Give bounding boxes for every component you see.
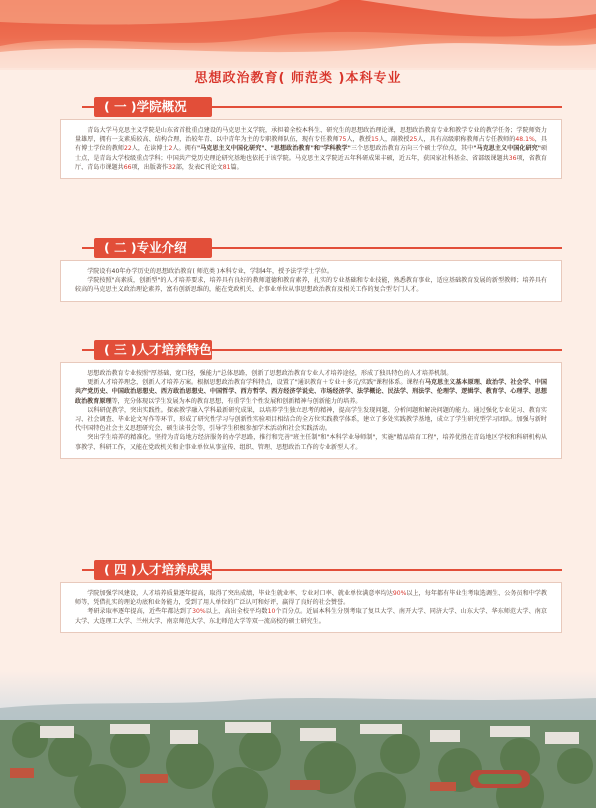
section-header — [82, 238, 562, 258]
section-training-features — [60, 340, 562, 459]
section-header — [82, 560, 562, 580]
section-body — [60, 119, 562, 179]
section-title: ( 一 )学院概况 — [94, 97, 212, 117]
section-body — [60, 260, 562, 302]
header-banner — [0, 0, 596, 68]
section-training-results — [60, 560, 562, 633]
section-header — [82, 97, 562, 117]
paragraph: 以科研促教学，突出实践性。探索教学融入学科最新研究成果，以培养学生独立思考的精神，提高学生发现问题、分析问题和解决问题的能力。通过强化专业见习、教育实习、社会调查、毕业论文写作等环节，形成了研究性学习与创新性实验项目相结合的全方位实践教学体系，建立了多处实践教学基地，成立了学生研究型学习团队。加强与新时代中国特色社会主义思想研究会、硕生读书会等，引导学生积极参加学术活动和社会实践活动。 — [75, 406, 547, 433]
paragraph: 突出学生培养的精准化。坚持为青岛地方经济服务的办学思路，推行和完善"班主任制"和"本科学业导师制"，实施"精品培育工程"，培养优胜在青岛地区学校和科研机构从事教学、科研工作，又能在党政机关和企事业单位从事宣传、组织、管理、思想政治工作的专业新型人才。 — [75, 434, 547, 451]
paragraph: 青岛大学马克思主义学院是山东省首批重点建设的马克思主义学院，承担着全校本科生、研究生的思想政治理论课，思想政治教育专业和教学专业的教学任务；学院师资力量雄厚，拥有一支素质较高、结构合理，治较年青、以中青年为主的专职教师队伍，现有专任教师75人，教授15人，副教授25人，具有高级职称教师占专任教师的48.1%，具有博士学位的教师22人，在读博士2人。拥有"马克思主义中国化研究"、"思想政治教育"和"学科教学"三个思想政治教育方向三个硕士学位点，其中"马克思主义中国化研究"硕士点，是青岛大学校级重点学科；中国共产党历史理论研究基地也依托于该学院。马克思主义学院近五年科研成果丰硕，近五年，获国家社科基金、省部级课题共36项，省教育厅、青岛市课题共66项，出版著作32部，发表C刊论文81篇。 — [75, 127, 548, 171]
paragraph: 学院设有40年办学历史的思想政治教育( 师范类 )本科专业，学制4年，授予法学学士学位。 — [87, 268, 333, 275]
section-title: ( 二 )专业介绍 — [94, 238, 212, 258]
section-title: ( 三 )人才培养特色 — [94, 340, 212, 360]
campus-image — [0, 670, 596, 808]
paragraph: 学院按照"高素质，创新型"的人才培养要求，培养具有良好的教师道德和教育素养，扎实的专业基础和专业技能，熟悉教育事业，适应基础教育发展的新型教师；培养具有较高的马克思主义政治理论素养，富有创新思维的，能在党政机关、企事业单位从事思想政治教育及相关工作的复合型专门人才。 — [75, 277, 547, 294]
section-overview — [60, 97, 562, 179]
campus-photo — [0, 670, 596, 808]
section-major-intro — [60, 238, 562, 302]
section-body — [60, 362, 562, 459]
section-body — [60, 582, 562, 633]
page-title: 思想政治教育( 师范类 )本科专业 — [194, 71, 402, 86]
paragraph: 学院加强学风建设，人才培养质量逐年提高，取得了突出成绩，毕业生就业率、专业对口率、就业单位满意率均达90%以上，每年都有毕业生考取选调生、公务员和中学教师等，凭借扎实的理论功底和业务能力，受到了用人单位的广泛认可和好评，赢得了良好的社会赞誉。 — [75, 590, 548, 607]
section-header — [82, 340, 562, 360]
banner-decoration — [0, 0, 596, 70]
paragraph: 思想政治教育专业按照"厚基础，宽口径，强能力"总体思路，创新了思想政治教育专业人才培养途径，形成了独具特色的人才培养机制。 — [87, 370, 453, 377]
paragraph: 更新人才培养理念，创新人才培养方案。根据思想政治教育学科特点，设置了"通识教育＋专业＋多元/实践"课程体系。课程有马克思主义基本原理、政治学、社会学、中国共产党历史、中国政治思想史、西方政治思想史、中国哲学、西方哲学、西方经济学说史、市场经济学、法学概论、民法学、刑法学、伦理学、逻辑学、教育学、心理学、思想政治教育原理等，充分体现以学生发展为本的教育思想，有重学生个性发展和创新精神与创新能力的培养。 — [75, 379, 547, 405]
section-title: ( 四 )人才培养成果 — [94, 560, 212, 580]
paragraph: 考研录取率逐年提高，近些年都达到了30%以上，高出全校平均数10个百分点。近届本科生分别考取了复旦大学、南开大学、同济大学、山东大学、华东师范大学、南京大学、大连理工大学、兰州大学、南京师范大学、东北师范大学等双一流高校的硕士研究生。 — [75, 608, 548, 625]
